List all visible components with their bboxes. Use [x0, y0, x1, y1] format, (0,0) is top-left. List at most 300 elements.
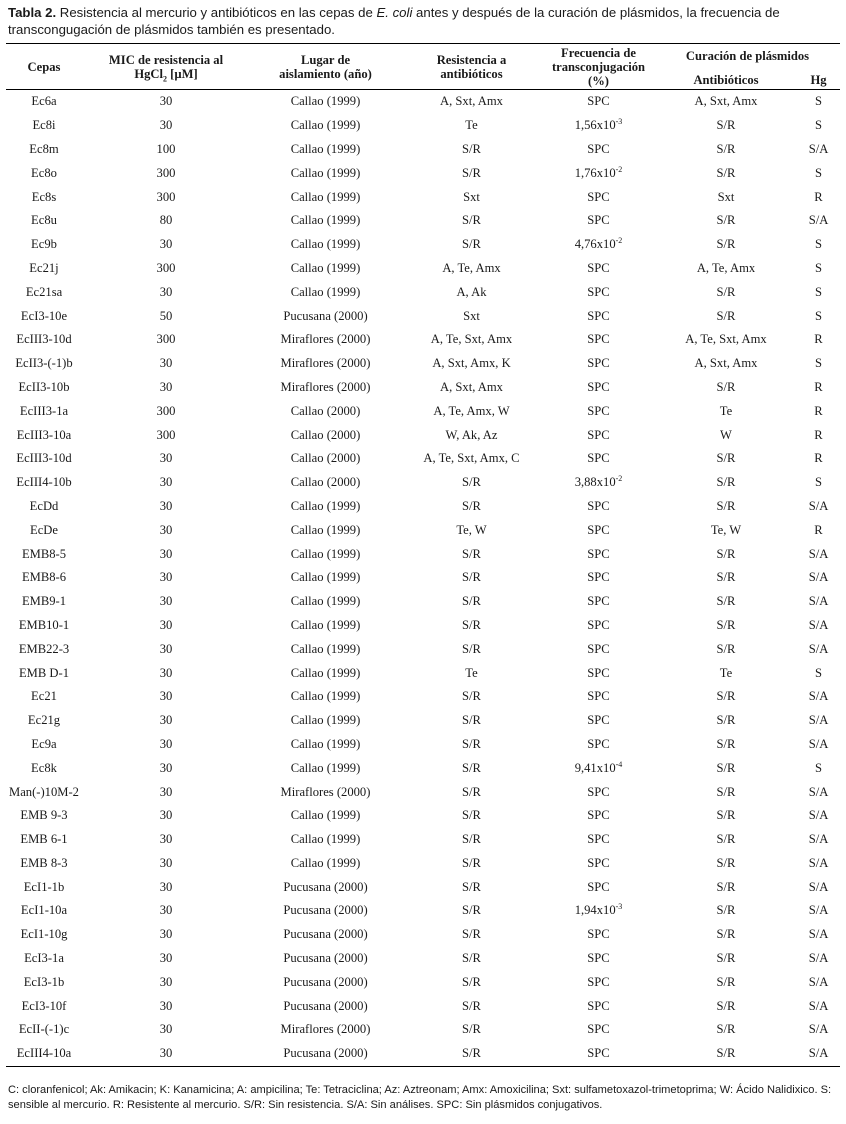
- cell-curacion-antibioticos: S/R: [716, 475, 736, 490]
- cell-curacion-hg: S/A: [808, 617, 829, 632]
- table-row: [6, 923, 840, 947]
- cell-cepa: EcIII4-10b: [16, 475, 72, 490]
- cell-lugar: Callao (1999): [290, 284, 361, 299]
- cell-frecuencia: [542, 233, 655, 257]
- cell-mic: 300: [156, 427, 176, 442]
- cell-lugar: Callao (2000): [290, 427, 361, 442]
- cell-frecuencia: [542, 518, 655, 542]
- cell-curacion-hg: S/A: [808, 141, 829, 156]
- cell-cepa: EMB 8-3: [20, 855, 68, 870]
- cell-curacion-hg: S/A: [808, 855, 829, 870]
- cell-frecuencia: [542, 542, 655, 566]
- frecuencia-value: SPC: [587, 784, 610, 799]
- table-row: [6, 733, 840, 757]
- cell-curacion-antibioticos: Te: [719, 665, 733, 680]
- frecuencia-value: 4,76x10: [574, 237, 616, 252]
- cell-mic: 30: [159, 998, 173, 1013]
- cell-frecuencia: [542, 661, 655, 685]
- cell-lugar: Callao (1999): [290, 189, 361, 204]
- cell-frecuencia: [542, 495, 655, 519]
- cell-cepa: Ec8o: [31, 165, 57, 180]
- cell-frecuencia: [542, 185, 655, 209]
- cell-frecuencia: [542, 590, 655, 614]
- header-resistencia-line2: antibióticos: [440, 66, 503, 81]
- cell-curacion-antibioticos: S/R: [716, 379, 736, 394]
- cell-cepa: Ec21j: [29, 260, 59, 275]
- cell-lugar: Callao (1999): [290, 641, 361, 656]
- cell-resistencia: S/R: [462, 927, 481, 942]
- cell-frecuencia: [542, 1018, 655, 1042]
- cell-lugar: Callao (1999): [290, 237, 361, 252]
- cell-frecuencia: [542, 875, 655, 899]
- cell-resistencia: A, Te, Amx, W: [433, 403, 510, 418]
- cell-curacion-antibioticos: S/R: [716, 594, 736, 609]
- cell-frecuencia: [542, 614, 655, 638]
- cell-curacion-hg: R: [814, 332, 823, 347]
- cell-lugar: Callao (1999): [290, 665, 361, 680]
- cell-frecuencia: [542, 804, 655, 828]
- frecuencia-value: SPC: [587, 974, 610, 989]
- frecuencia-value: SPC: [587, 260, 610, 275]
- cell-mic: 300: [156, 403, 176, 418]
- cell-curacion-hg: S/A: [808, 974, 829, 989]
- table-row: [6, 209, 840, 233]
- cell-mic: 30: [159, 879, 173, 894]
- frecuencia-value: SPC: [587, 356, 610, 371]
- header-mic-subscript: 2: [163, 74, 167, 84]
- cell-lugar: Callao (1999): [290, 689, 361, 704]
- cell-curacion-antibioticos: A, Sxt, Amx: [694, 356, 758, 371]
- cell-frecuencia: [542, 352, 655, 376]
- cell-frecuencia: [542, 566, 655, 590]
- cell-curacion-antibioticos: S/R: [716, 879, 736, 894]
- cell-resistencia: S/R: [462, 855, 481, 870]
- results-table: [6, 43, 840, 1067]
- cell-cepa: EcDd: [29, 498, 59, 513]
- table-row: [6, 709, 840, 733]
- table-row: [6, 280, 840, 304]
- cell-resistencia: S/R: [462, 617, 481, 632]
- frecuencia-value: SPC: [587, 855, 610, 870]
- header-lugar-line2: aislamiento (año): [279, 66, 372, 81]
- table-legend: C: cloranfenicol; Ak: Amikacin; K: Kanamicina; A: ampicilina; Te: Tetraciclina; Az: Aztreonam; Amx: Amoxicilina; Sxt: sulfametoxazol-trimetoprima; W: Ácido Nalidixico. S: sensible al mercurio. R: Resistente al mercurio. S/R: Sin resistencia. S/A: Sin análises. SPC: Sin plásmidos conjugativos.: [8, 1084, 832, 1111]
- frecuencia-value: 1,94x10: [574, 903, 616, 918]
- cell-curacion-hg: S: [815, 308, 823, 323]
- cell-resistencia: S/R: [462, 594, 481, 609]
- cell-resistencia: S/R: [462, 760, 481, 775]
- cell-curacion-antibioticos: S/R: [716, 689, 736, 704]
- cell-curacion-antibioticos: S/R: [716, 974, 736, 989]
- cell-lugar: Pucusana (2000): [250, 1042, 401, 1066]
- cell-curacion-antibioticos: A, Sxt, Amx: [694, 94, 758, 109]
- frecuencia-value: SPC: [587, 1022, 610, 1037]
- frecuencia-value: SPC: [587, 570, 610, 585]
- cell-cepa: EcI1-10g: [20, 927, 68, 942]
- cell-lugar: Pucusana (2000): [283, 951, 368, 966]
- frecuencia-exponent: -2: [615, 473, 623, 483]
- cell-curacion-hg: S/A: [808, 784, 829, 799]
- cell-lugar: Miraflores (2000): [280, 379, 371, 394]
- table-body: [6, 90, 840, 1067]
- cell-curacion-hg: S/A: [808, 570, 829, 585]
- cell-cepa: EMB 6-1: [20, 832, 68, 847]
- cell-frecuencia: [542, 685, 655, 709]
- cell-cepa: EcI3-1a: [24, 951, 64, 966]
- table-row: [6, 328, 840, 352]
- cell-curacion-antibioticos: S/R: [716, 213, 736, 228]
- cell-cepa: EMB D-1: [18, 665, 70, 680]
- cell-mic: 300: [156, 189, 176, 204]
- cell-cepa: Ec8k: [31, 760, 57, 775]
- cell-curacion-hg: S/A: [808, 951, 829, 966]
- table-row: [6, 90, 840, 114]
- table-row: [6, 780, 840, 804]
- cell-frecuencia: [542, 947, 655, 971]
- frecuencia-value: SPC: [587, 1046, 610, 1061]
- cell-frecuencia: [542, 257, 655, 281]
- cell-curacion-antibioticos: S/R: [716, 141, 736, 156]
- cell-curacion-hg: S: [815, 475, 823, 490]
- cell-mic: 30: [159, 760, 173, 775]
- cell-mic: 30: [159, 451, 173, 466]
- cell-mic: 30: [159, 498, 173, 513]
- cell-mic: 30: [159, 617, 173, 632]
- cell-cepa: EMB22-3: [18, 641, 70, 656]
- table-row: [6, 542, 840, 566]
- frecuencia-value: SPC: [587, 998, 610, 1013]
- frecuencia-value: SPC: [587, 379, 610, 394]
- cell-resistencia: S/R: [462, 641, 481, 656]
- table-row: [6, 399, 840, 423]
- frecuencia-value: SPC: [587, 213, 610, 228]
- cell-resistencia: Te, W: [456, 522, 487, 537]
- cell-curacion-antibioticos: S/R: [716, 927, 736, 942]
- table-row: [6, 994, 840, 1018]
- header-resistencia: [401, 44, 542, 90]
- table-row: [6, 828, 840, 852]
- cell-lugar: Callao (2000): [290, 451, 361, 466]
- cell-cepa: EMB8-5: [21, 546, 67, 561]
- table-row: [6, 352, 840, 376]
- cell-mic: 30: [159, 713, 173, 728]
- header-frecuencia-line1: Frecuencia de: [561, 45, 636, 60]
- cell-mic: 30: [159, 94, 173, 109]
- cell-curacion-hg: R: [814, 451, 823, 466]
- frecuencia-value: SPC: [587, 641, 610, 656]
- cell-curacion-hg: S/A: [808, 736, 829, 751]
- cell-curacion-hg: S: [815, 260, 823, 275]
- table-row: [6, 161, 840, 185]
- cell-curacion-antibioticos: S/R: [716, 855, 736, 870]
- frecuencia-value: SPC: [587, 617, 610, 632]
- cell-resistencia: S/R: [462, 498, 481, 513]
- cell-curacion-antibioticos: S/R: [716, 284, 736, 299]
- cell-mic: 30: [159, 641, 173, 656]
- cell-curacion-hg: S/A: [808, 713, 829, 728]
- cell-curacion-hg: S/A: [808, 213, 829, 228]
- cell-frecuencia: [542, 161, 655, 185]
- caption-text-b: antes y después de la curación de plásmidos, la frecuencia de transcongugación de plásmidos también es presentado.: [8, 5, 780, 37]
- cell-frecuencia: [542, 756, 655, 780]
- cell-mic: 30: [159, 689, 173, 704]
- header-curacion-hg: Hg: [797, 71, 840, 90]
- cell-resistencia: A, Sxt, Amx: [440, 94, 503, 109]
- cell-resistencia: S/R: [462, 951, 481, 966]
- cell-mic: 100: [156, 141, 176, 156]
- table-row: [6, 661, 840, 685]
- cell-resistencia: S/R: [462, 570, 481, 585]
- cell-curacion-antibioticos: S/R: [716, 308, 736, 323]
- cell-resistencia: A, Te, Sxt, Amx, C: [423, 451, 520, 466]
- cell-curacion-antibioticos: S/R: [716, 237, 736, 252]
- frecuencia-value: 3,88x10: [574, 475, 616, 490]
- cell-lugar: Callao (1999): [290, 165, 361, 180]
- cell-curacion-antibioticos: S/R: [716, 165, 736, 180]
- table-row: [6, 257, 840, 281]
- header-curacion: [655, 44, 840, 72]
- cell-resistencia: A, Te, Sxt, Amx: [430, 332, 513, 347]
- cell-cepa: EMB9-1: [21, 594, 67, 609]
- frecuencia-value: SPC: [587, 451, 610, 466]
- table-row: [6, 852, 840, 876]
- cell-frecuencia: [542, 709, 655, 733]
- cell-curacion-antibioticos: S/R: [716, 998, 736, 1013]
- cell-resistencia: A, Te, Amx: [442, 260, 501, 275]
- cell-curacion-hg: S: [815, 760, 823, 775]
- cell-curacion-hg: S/A: [797, 1042, 840, 1066]
- cell-lugar: Callao (1999): [290, 522, 361, 537]
- cell-lugar: Callao (1999): [290, 855, 361, 870]
- table-caption: [8, 4, 838, 38]
- table-row: [6, 304, 840, 328]
- cell-mic: 30: [159, 951, 173, 966]
- cell-curacion-hg: S: [815, 165, 823, 180]
- header-mic-line2-prefix: HgCl: [134, 66, 163, 81]
- table-row: [6, 756, 840, 780]
- cell-frecuencia: [542, 304, 655, 328]
- frecuencia-value: SPC: [587, 594, 610, 609]
- table-row: [6, 1042, 840, 1066]
- cell-frecuencia: [542, 138, 655, 162]
- cell-curacion-antibioticos: S/R: [716, 760, 736, 775]
- cell-resistencia: Sxt: [463, 308, 480, 323]
- cell-curacion-antibioticos: S/R: [716, 951, 736, 966]
- cell-mic: 30: [159, 522, 173, 537]
- cell-mic: 30: [159, 546, 173, 561]
- cell-resistencia: A, Sxt, Amx: [440, 379, 503, 394]
- cell-lugar: Miraflores (2000): [280, 1022, 371, 1037]
- frecuencia-value: SPC: [587, 522, 610, 537]
- cell-curacion-hg: S/A: [808, 832, 829, 847]
- cell-mic: 30: [82, 1042, 250, 1066]
- cell-frecuencia: [542, 733, 655, 757]
- header-mic-line1: MIC de resistencia al: [108, 52, 224, 67]
- cell-lugar: Pucusana (2000): [283, 998, 368, 1013]
- table-row: [6, 518, 840, 542]
- cell-mic: 300: [156, 165, 176, 180]
- frecuencia-value: SPC: [587, 94, 610, 109]
- frecuencia-value: SPC: [587, 546, 610, 561]
- frecuencia-value: SPC: [587, 498, 610, 513]
- cell-curacion-antibioticos: S/R: [716, 641, 736, 656]
- cell-lugar: Callao (1999): [290, 570, 361, 585]
- cell-frecuencia: [542, 90, 655, 114]
- cell-frecuencia: [542, 423, 655, 447]
- cell-curacion-hg: S/A: [808, 879, 829, 894]
- cell-frecuencia: [542, 828, 655, 852]
- cell-resistencia: S/R: [462, 689, 481, 704]
- cell-mic: 30: [159, 665, 173, 680]
- cell-resistencia: S/R: [462, 879, 481, 894]
- cell-lugar: Callao (1999): [290, 617, 361, 632]
- cell-cepa: EcII3-10b: [18, 379, 70, 394]
- header-cepas: Cepas: [6, 44, 82, 90]
- frecuencia-exponent: -4: [615, 759, 623, 769]
- cell-curacion-hg: S: [815, 356, 823, 371]
- table-row: [6, 138, 840, 162]
- header-mic-line2-suffix: [µM]: [167, 66, 198, 81]
- frecuencia-value: SPC: [587, 332, 610, 347]
- cell-lugar: Callao (1999): [290, 808, 361, 823]
- cell-frecuencia: [542, 1042, 655, 1066]
- header-frecuencia-line3: (%): [588, 73, 609, 88]
- cell-lugar: Callao (1999): [290, 141, 361, 156]
- frecuencia-value: SPC: [587, 951, 610, 966]
- cell-lugar: Callao (1999): [290, 546, 361, 561]
- cell-resistencia: A, Sxt, Amx, K: [432, 356, 511, 371]
- frecuencia-value: SPC: [587, 403, 610, 418]
- caption-label: Tabla 2.: [8, 5, 57, 20]
- cell-resistencia: S/R: [462, 213, 481, 228]
- cell-curacion-antibioticos: S/R: [716, 498, 736, 513]
- cell-cepa: Man(-)10M-2: [9, 784, 79, 799]
- frecuencia-exponent: -3: [615, 902, 623, 912]
- cell-curacion-hg: S: [815, 118, 823, 133]
- cell-curacion-antibioticos: S/R: [655, 1042, 797, 1066]
- cell-curacion-antibioticos: S/R: [716, 832, 736, 847]
- cell-curacion-hg: S/A: [808, 689, 829, 704]
- cell-frecuencia: [542, 899, 655, 923]
- cell-cepa: Ec8i: [32, 118, 56, 133]
- cell-curacion-antibioticos: S/R: [716, 118, 736, 133]
- cell-cepa: Ec9a: [31, 736, 57, 751]
- cell-mic: 30: [159, 237, 173, 252]
- cell-cepa: EMB8-6: [21, 570, 67, 585]
- cell-frecuencia: [542, 923, 655, 947]
- cell-curacion-antibioticos: Te, W: [710, 522, 742, 537]
- cell-curacion-antibioticos: Sxt: [717, 189, 735, 204]
- cell-frecuencia: [542, 447, 655, 471]
- cell-resistencia: S/R: [401, 1042, 542, 1066]
- cell-resistencia: W, Ak, Az: [445, 427, 498, 442]
- frecuencia-value: 1,76x10: [574, 165, 616, 180]
- frecuencia-value: SPC: [587, 736, 610, 751]
- table-row: [6, 447, 840, 471]
- cell-mic: 30: [159, 974, 173, 989]
- cell-lugar: Pucusana (2000): [283, 974, 368, 989]
- cell-lugar: Callao (1999): [290, 713, 361, 728]
- caption-text-a: Resistencia al mercurio y antibióticos en las cepas de: [56, 5, 377, 20]
- cell-curacion-hg: R: [814, 379, 823, 394]
- cell-mic: 30: [159, 855, 173, 870]
- table-header: [6, 44, 840, 90]
- cell-frecuencia: [542, 328, 655, 352]
- frecuencia-value: SPC: [587, 284, 610, 299]
- header-lugar: [250, 44, 401, 90]
- cell-frecuencia: [542, 376, 655, 400]
- cell-curacion-hg: S: [815, 94, 823, 109]
- cell-curacion-hg: R: [814, 403, 823, 418]
- cell-cepa: Ec6a: [31, 94, 57, 109]
- frecuencia-value: SPC: [587, 665, 610, 680]
- table-row: [6, 970, 840, 994]
- cell-resistencia: S/R: [462, 141, 481, 156]
- table-row: [6, 804, 840, 828]
- cell-mic: 30: [159, 927, 173, 942]
- frecuencia-value: SPC: [587, 713, 610, 728]
- cell-mic: 300: [156, 332, 176, 347]
- header-mic: [82, 44, 250, 90]
- table-row: [6, 495, 840, 519]
- cell-lugar: Callao (1999): [290, 498, 361, 513]
- cell-cepa: EMB 9-3: [20, 808, 68, 823]
- table-row: [6, 1018, 840, 1042]
- frecuencia-value: SPC: [587, 927, 610, 942]
- cell-frecuencia: [542, 780, 655, 804]
- cell-mic: 30: [159, 736, 173, 751]
- table-row: [6, 185, 840, 209]
- cell-curacion-antibioticos: S/R: [716, 1022, 736, 1037]
- cell-lugar: Callao (2000): [290, 403, 361, 418]
- cell-cepa: EcI1-10a: [20, 903, 68, 918]
- cell-cepa: EcIII3-1a: [19, 403, 69, 418]
- cell-resistencia: S/R: [462, 713, 481, 728]
- cell-resistencia: Te: [465, 118, 478, 133]
- cell-resistencia: S/R: [462, 736, 481, 751]
- frecuencia-value: SPC: [587, 189, 610, 204]
- cell-mic: 30: [159, 1022, 173, 1037]
- header-lugar-line1: Lugar de: [300, 52, 351, 67]
- cell-resistencia: S/R: [462, 237, 481, 252]
- table-row: [6, 637, 840, 661]
- cell-curacion-antibioticos: S/R: [716, 546, 736, 561]
- cell-lugar: Miraflores (2000): [280, 356, 371, 371]
- table-row: [6, 614, 840, 638]
- cell-lugar: Callao (1999): [290, 118, 361, 133]
- cell-frecuencia: [542, 471, 655, 495]
- table-row: [6, 423, 840, 447]
- cell-curacion-antibioticos: A, Te, Sxt, Amx: [685, 332, 767, 347]
- cell-curacion-hg: S/A: [808, 1022, 829, 1037]
- cell-mic: 30: [159, 118, 173, 133]
- cell-cepa: Ec21g: [27, 713, 61, 728]
- cell-cepa: Ec8u: [31, 213, 57, 228]
- cell-resistencia: S/R: [462, 808, 481, 823]
- table-row: [6, 471, 840, 495]
- cell-resistencia: S/R: [462, 475, 481, 490]
- cell-cepa: Ec21: [31, 689, 57, 704]
- cell-curacion-hg: S: [815, 284, 823, 299]
- cell-mic: 30: [159, 784, 173, 799]
- cell-curacion-antibioticos: S/R: [716, 784, 736, 799]
- cell-frecuencia: [542, 852, 655, 876]
- cell-cepa: Ec8m: [29, 141, 59, 156]
- cell-frecuencia: [542, 280, 655, 304]
- cell-lugar: Callao (2000): [290, 475, 361, 490]
- cell-mic: 50: [159, 308, 173, 323]
- table-row: [6, 875, 840, 899]
- cell-resistencia: S/R: [462, 903, 481, 918]
